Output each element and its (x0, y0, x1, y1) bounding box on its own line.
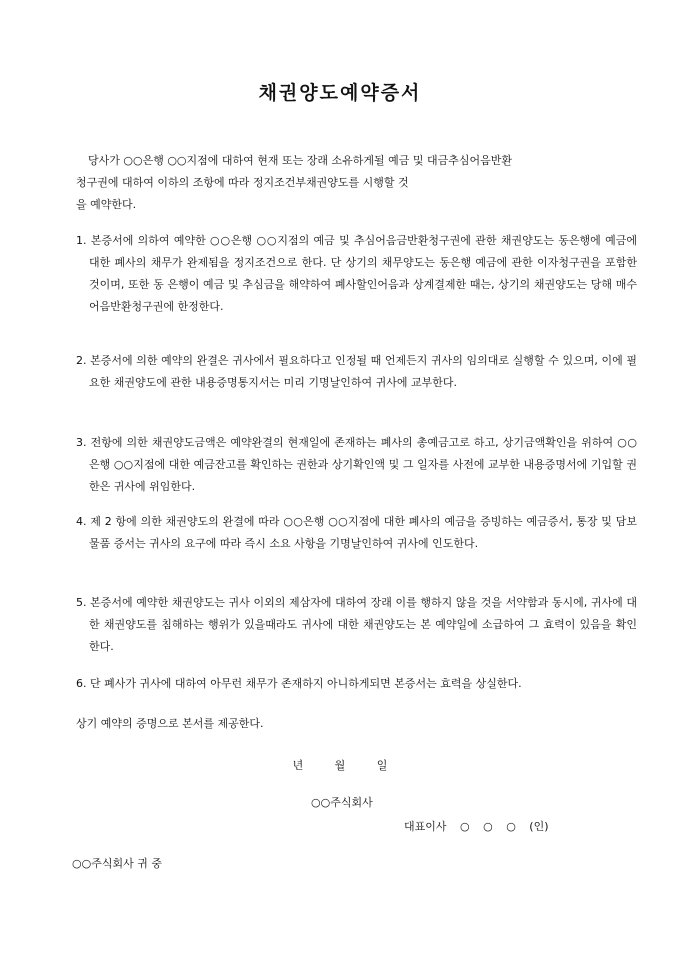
clause-1: 1. 본증서에 의하여 예약한 ○○은행 ○○지점의 예금 및 추심어음금반환청구권에 관한 채권양도는 동은행에 예금에 대한 폐사의 채무가 완제됨을 정지조건으로 한다. 단 상기의 채무양도는 동은행 예금에 관한 이자청구권을 포함한 것이며, 또한 동 은행이 예금 및 추심금을 해약하여 폐사할인어음과 상계결제한 때는, 상기의 채권양도는 당해 매수어음반환청구권에 한정한다. (76, 234, 637, 313)
clause-4: 4. 제 2 항에 의한 채권양도의 완결에 따라 ○○은행 ○○지점에 대한 폐사의 예금을 증빙하는 예금증서, 통장 및 담보물품 증서는 귀사의 요구에 따라 즉시 소요 사항을 기명날인하여 귀사에 인도한다. (76, 515, 637, 550)
document-title: 채권양도예약증서 (258, 82, 422, 104)
intro-line-1: 당사가 ○○은행 ○○지점에 대하여 현재 또는 장래 소유하게될 예금 및 대금추심어음반환 (88, 154, 513, 167)
closing-statement: 상기 예약의 증명으로 본서를 제공한다. (76, 717, 264, 730)
intro-line-2: 청구권에 대하여 이하의 조항에 따라 정지조건부채권양도를 시행할 것 (76, 176, 409, 189)
clause-5: 5. 본증서에 예약한 채권양도는 귀사 이외의 제삼자에 대하여 장래 이를 행하지 않을 것을 서약함과 동시에, 귀사에 대한 채권양도를 침해하는 행위가 있을때라도 귀사에 대한 채권양도는 본 예약일에 소급하여 그 효력이 있음을 확인한다. (76, 596, 637, 653)
clause-2: 2. 본증서에 의한 예약의 완결은 귀사에서 필요하다고 인정될 때 언제든지 귀사의 임의대로 실행할 수 있으며, 이에 필요한 채권양도에 관한 내용증명통지서는 미리 기명날인하여 귀사에 교부한다. (76, 354, 637, 389)
representative-signature: 대표이사 ○ ○ ○ (인) (404, 820, 549, 833)
clause-6: 6. 단 폐사가 귀사에 대하여 아무런 채무가 존재하지 아니하게되면 본증서는 효력을 상실한다. (76, 677, 522, 690)
intro-paragraph (76, 150, 636, 216)
intro-line-3: 을 예약한다. (76, 198, 137, 211)
clause-3: 3. 전항에 의한 채권양도금액은 예약완결의 현재일에 존재하는 폐사의 총예금고로 하고, 상기금액확인을 위하여 ○○은행 ○○지점에 대한 예금잔고를 확인하는 권한과 상기확인액 및 그 일자를 사전에 교부한 내용증명서에 기입할 권한은 귀사에 위임한다. (76, 436, 637, 493)
recipient: ○○주식회사 귀 중 (72, 857, 162, 870)
company-name: ○○주식회사 (311, 796, 373, 809)
date-line: 년 월 일 (292, 759, 388, 772)
